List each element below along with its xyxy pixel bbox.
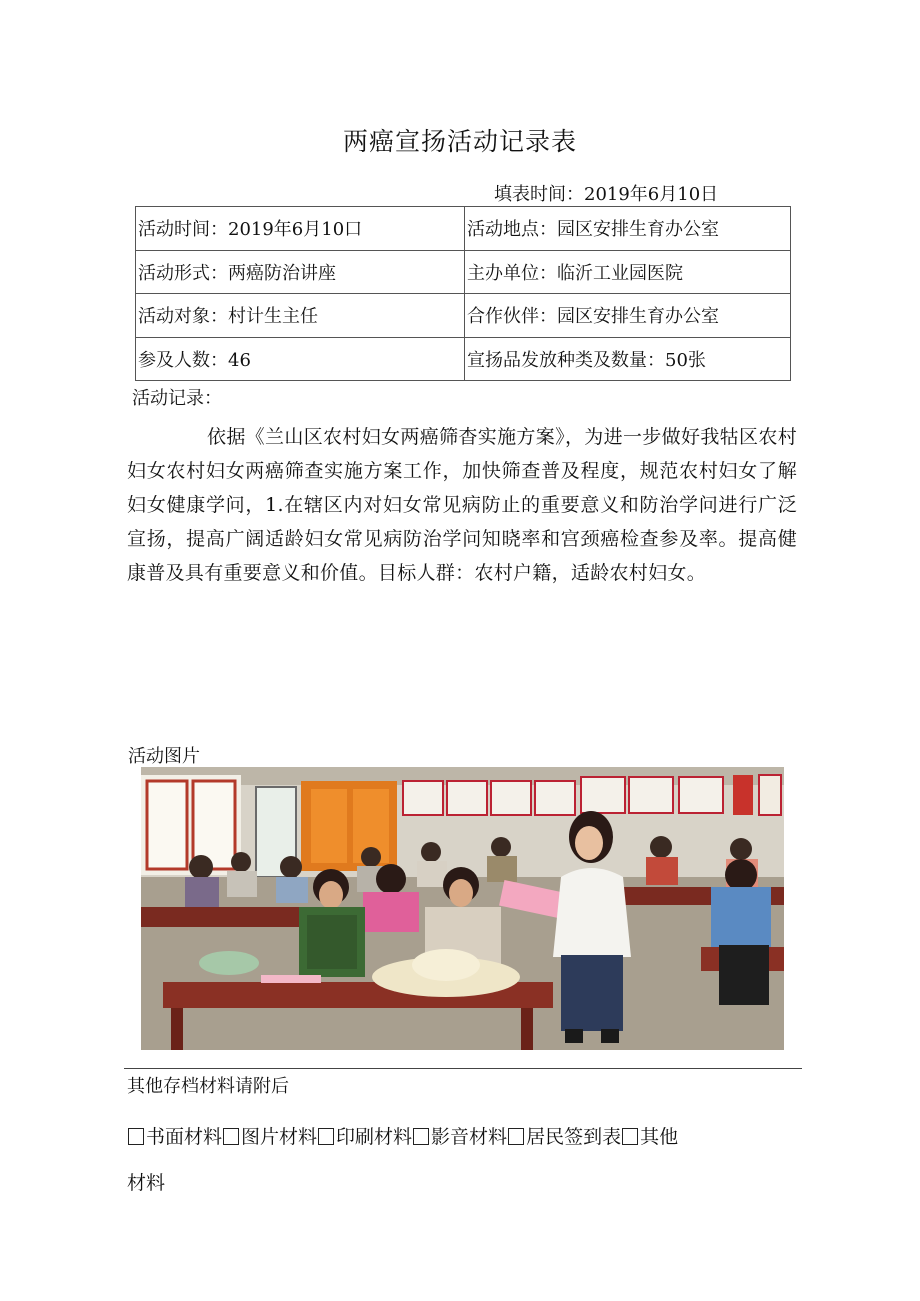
- table-cell: 活动形式：两癌防治讲座: [136, 250, 465, 294]
- table-row: [136, 207, 791, 251]
- activity-photo: [141, 767, 784, 1050]
- checkbox-label: 居民签到表: [526, 1126, 622, 1148]
- materials-checklist: [127, 1122, 678, 1149]
- checkbox[interactable]: [318, 1128, 334, 1145]
- activity-photo-illustration: [141, 767, 784, 1050]
- divider: [124, 1068, 802, 1069]
- page-title: 两癌宣扬活动记录表: [342, 127, 577, 156]
- fill-date: 填表时间：2019年6月10日: [494, 184, 719, 205]
- checkbox-label: 书面材料: [146, 1126, 223, 1148]
- checkbox[interactable]: [413, 1128, 429, 1145]
- table-row: [136, 250, 791, 294]
- table-cell: 活动对象：村计生主任: [136, 294, 465, 338]
- info-table: [135, 206, 791, 381]
- checkbox[interactable]: [223, 1128, 239, 1145]
- checkbox[interactable]: [508, 1128, 524, 1145]
- checkbox-label: 印刷材料: [336, 1126, 413, 1148]
- checkbox[interactable]: [128, 1128, 144, 1145]
- table-cell: 宣扬品发放种类及数量：50张: [465, 337, 791, 381]
- checkbox-label: 影音材料: [431, 1126, 508, 1148]
- checkbox[interactable]: [622, 1128, 638, 1145]
- photo-label: 活动图片: [128, 746, 200, 767]
- record-body: 依据《兰山区农村妇女两癌筛杳实施方案》，为进一步做好我牯区农村妇女农村妇女两癌筛查实施方案工作，加快筛查普及程度，规范农村妇女了解妇女健康学问，1.在辖区内对妇女常见病防止的重要意义和防治学问进行广泛宣扬，提高广阔适龄妇女常见病防治学问知晓率和宫颈癌检查参及率。提高健康普及具有重要意义和价值。目标人群：农村户籍，适龄农村妇女。: [127, 426, 797, 584]
- table-row: [136, 294, 791, 338]
- table-cell: 活动地点：园区安排生育办公室: [465, 207, 791, 251]
- materials-continuation: 材料: [127, 1172, 166, 1194]
- table-cell: 活动时间：2019年6月10口: [136, 207, 465, 251]
- record-label: 活动记录：: [132, 388, 222, 409]
- table-cell: 主办单位：临沂工业园医院: [465, 250, 791, 294]
- checkbox-label: 图片材料: [241, 1126, 318, 1148]
- table-row: [136, 337, 791, 381]
- checkbox-label: 其他: [640, 1126, 679, 1148]
- table-cell: 参及人数：46: [136, 337, 465, 381]
- table-cell: 合作伙伴：园区安排生育办公室: [465, 294, 791, 338]
- archive-label: 其他存档材料请附后: [127, 1076, 289, 1097]
